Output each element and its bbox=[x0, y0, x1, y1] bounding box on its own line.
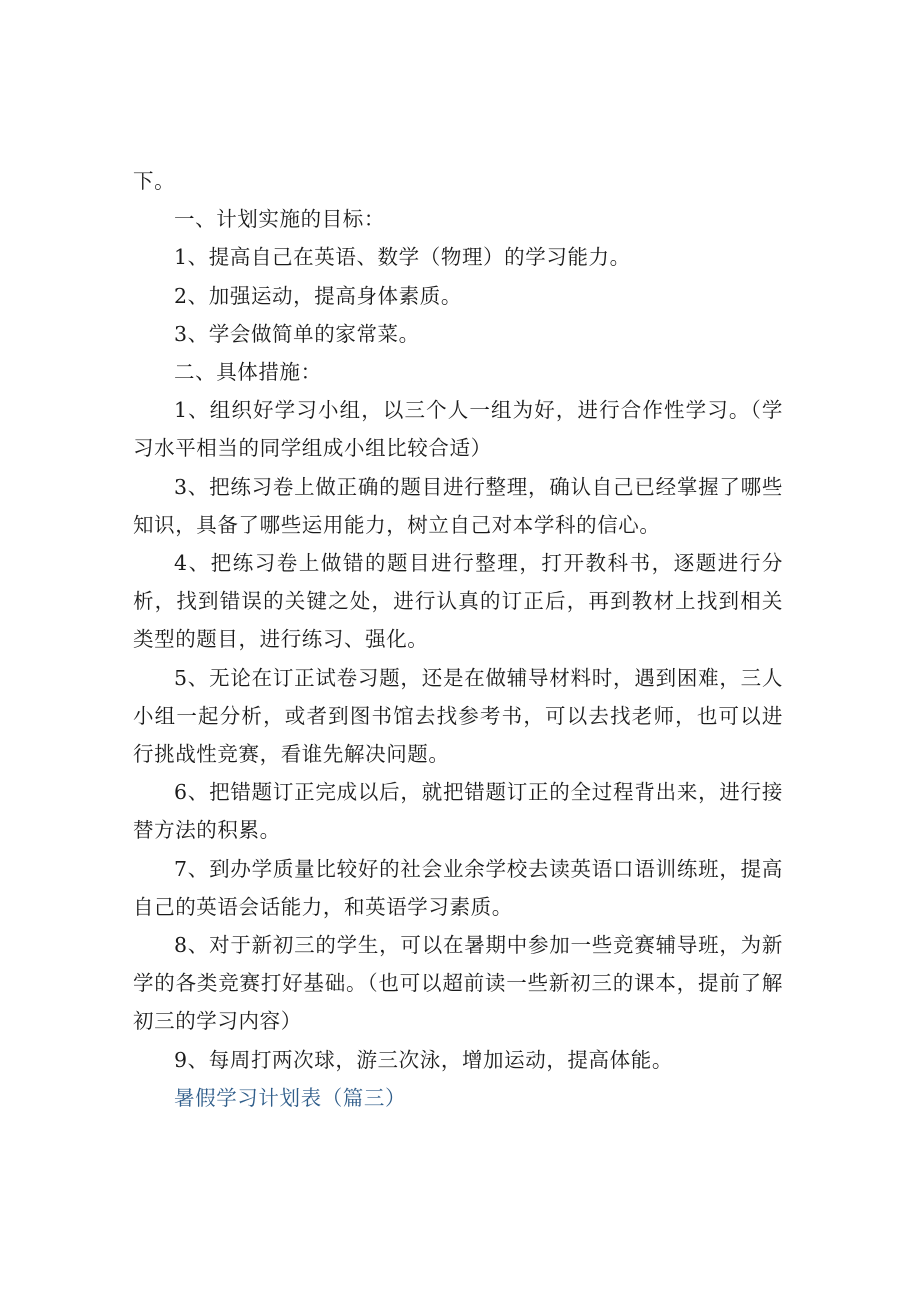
measure-item-8: 8、对于新初三的学生，可以在暑期中参加一些竞赛辅导班，为新学的各类竞赛打好基础。（也可以超前读一些新初三的课本，提前了解初三的学习内容） bbox=[133, 933, 783, 1034]
measure-item-1: 1、组织好学习小组，以三个人一组为好，进行合作性学习。（学习水平相当的同学组成小组比较合适） bbox=[133, 398, 783, 461]
measure-item-9: 9、每周打两次球，游三次泳，增加运动，提高体能。 bbox=[174, 1047, 673, 1072]
goal-item-1: 1、提高自己在英语、数学（物理）的学习能力。 bbox=[174, 245, 631, 270]
goal-item-2: 2、加强运动，提高身体素质。 bbox=[174, 283, 462, 308]
measure-item-6: 6、把错题订正完成以后，就把错题订正的全过程背出来，进行接替方法的积累。 bbox=[133, 780, 783, 843]
section-heading-measures: 二、具体措施： bbox=[174, 360, 322, 385]
goal-item-3: 3、学会做简单的家常菜。 bbox=[174, 321, 420, 346]
next-section-heading[interactable]: 暑假学习计划表（篇三） bbox=[174, 1085, 407, 1110]
measure-item-7: 7、到办学质量比较好的社会业余学校去读英语口语训练班，提高自己的英语会话能力，和英语学习素质。 bbox=[133, 856, 783, 919]
paragraph-continuation: 下。 bbox=[133, 169, 176, 193]
measure-item-5: 5、无论在订正试卷习题，还是在做辅导材料时，遇到困难，三人小组一起分析，或者到图书馆去找参考书，可以去找老师，也可以进行挑战性竞赛，看谁先解决问题。 bbox=[133, 665, 783, 767]
measure-item-4: 4、把练习卷上做错的题目进行整理，打开教科书，逐题进行分析，找到错误的关键之处，进行认真的订正后，再到教材上找到相关类型的题目，进行练习、强化。 bbox=[133, 551, 783, 652]
section-heading-goals: 一、计划实施的目标： bbox=[174, 207, 385, 232]
measure-item-3: 3、把练习卷上做正确的题目进行整理，确认自己已经掌握了哪些知识，具备了哪些运用能力，树立自己对本学科的信心。 bbox=[133, 474, 783, 537]
document-body bbox=[133, 162, 783, 1117]
